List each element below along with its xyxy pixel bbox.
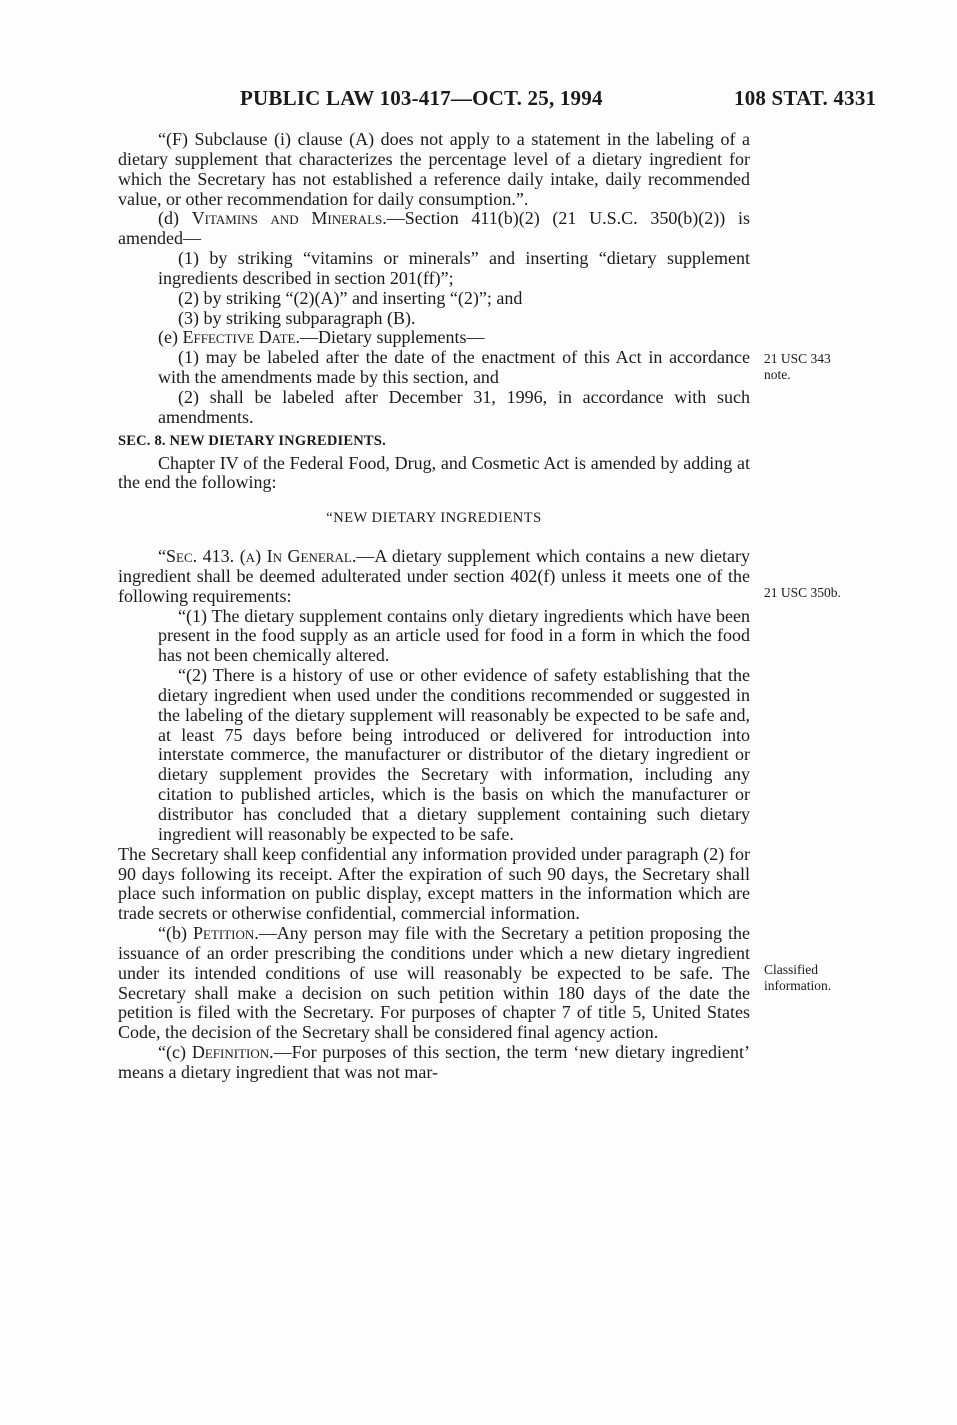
paragraph-heading: Vitamins and Minerals	[191, 208, 383, 229]
margin-note-line: 21 USC 343	[764, 351, 831, 366]
paragraph-text: .—A dietary supplement which contains a new dietary ingredient shall be deemed adulterated under section 402(f) unless it meets one of the following requirements:	[118, 546, 750, 606]
body-text	[118, 130, 750, 1083]
paragraph-subclause-f: “(F) Subclause (i) clause (A) does not apply to a statement in the labeling of a dietary supplement that characterizes the percentage level of a dietary ingredient for which the Secretary has not established a reference daily intake, daily recommended value, or other recommendation for daily consumption.”.	[118, 129, 750, 209]
paragraph-heading: Petition	[193, 923, 255, 944]
header-title: PUBLIC LAW 103-417—OCT. 25, 1994	[240, 86, 603, 110]
paragraph-label: “(b)	[158, 923, 194, 944]
centered-heading: “NEW DIETARY INGREDIENTS	[326, 510, 542, 527]
page-header	[0, 84, 957, 112]
margin-note-line: information.	[764, 978, 832, 993]
paragraph-item: “(2) There is a history of use or other evidence of safety establishing that the dietary ingredient when used under the conditions recommended or suggested in the labeling of the dietary supplement will reasonably be expected to be safe and, at least 75 days before being introduced or delivered for introduction into interstate commerce, the manufacturer or distributor of the dietary ingredient or dietary supplement provides the Secretary with information, including any citation to published articles, which is the basis on which the manufacturer or distributor has concluded that a dietary supplement containing such dietary ingredient will reasonably be expected to be safe.	[158, 665, 750, 844]
paragraph-definition	[118, 1043, 750, 1083]
paragraph-heading: In General	[266, 546, 352, 567]
paragraph-text: .—Any person may file with the Secretary a petition proposing the issuance of an order prescribing the conditions under which a new dietary ingredient under its intended conditions of use will reasonably be expected to be safe. The Secretary shall make a decision on such petition within 180 days of the date the petition is filed with the Secretary. For purposes of chapter 7 of title 5, United States Code, the decision of the Secretary shall be considered final agency action.	[118, 923, 750, 1043]
margin-note-line: Classified	[764, 962, 818, 977]
margin-note-line: note.	[764, 367, 791, 382]
section-heading: SEC. 8. NEW DIETARY INGREDIENTS.	[118, 432, 386, 449]
paragraph-label: “(c)	[158, 1042, 192, 1063]
paragraph-item: (1) may be labeled after the date of the enactment of this Act in accordance with the amendments made by this section, and	[158, 347, 750, 388]
paragraph-sec-413-a	[118, 547, 750, 607]
paragraph-text: .—For purposes of this section, the term ‘new dietary ingredient’ means a dietary ingredient that was not mar-	[118, 1042, 750, 1082]
paragraph-effective-date	[118, 328, 750, 348]
paragraph-heading: Definition	[191, 1042, 270, 1063]
paragraph-item: (2) shall be labeled after December 31, 1996, in accordance with such amendments.	[158, 386, 750, 427]
margin-note-line: 21 USC 350b.	[764, 585, 841, 600]
paragraph-petition	[118, 924, 750, 1043]
paragraph-item: “(1) The dietary supplement contains only dietary ingredients which have been present in the food supply as an article used for food in a form in which the food has not been chemically altered.	[158, 605, 750, 666]
paragraph-chapter-iv: Chapter IV of the Federal Food, Drug, and Cosmetic Act is amended by adding at the end the following:	[118, 452, 750, 493]
paragraph-item: (1) by striking “vitamins or minerals” and inserting “dietary supplement ingredients described in section 201(ff)”;	[158, 248, 750, 288]
paragraph-label: “Sec. 413. (a)	[158, 546, 267, 567]
paragraph-confidentiality: The Secretary shall keep confidential any information provided under paragraph (2) for 90 days following its receipt. After the expiration of such 90 days, the Secretary shall place such information on public display, except matters in the information which are trade secrets or otherwise confidential, commercial information.	[118, 843, 750, 924]
paragraph-vitamins-minerals	[118, 209, 750, 249]
header-statute-citation: 108 STAT. 4331	[734, 86, 877, 110]
paragraph-text: .—Dietary supplements—	[295, 327, 485, 348]
paragraph-text: .—Section 411(b)(2) (21 U.S.C. 350(b)(2)) is amended—	[118, 208, 750, 249]
paragraph-label: (e)	[158, 327, 183, 348]
paragraph-item: (3) by striking subparagraph (B).	[178, 307, 416, 328]
margin-note-classified	[764, 962, 874, 994]
paragraph-item: (2) by striking “(2)(A)” and inserting “(2)”; and	[178, 287, 523, 308]
paragraph-label: (d)	[158, 208, 192, 229]
paragraph-heading: Effective Date	[182, 327, 296, 348]
margin-note-usc-350b	[764, 585, 874, 601]
margin-note-usc-343	[764, 351, 874, 383]
